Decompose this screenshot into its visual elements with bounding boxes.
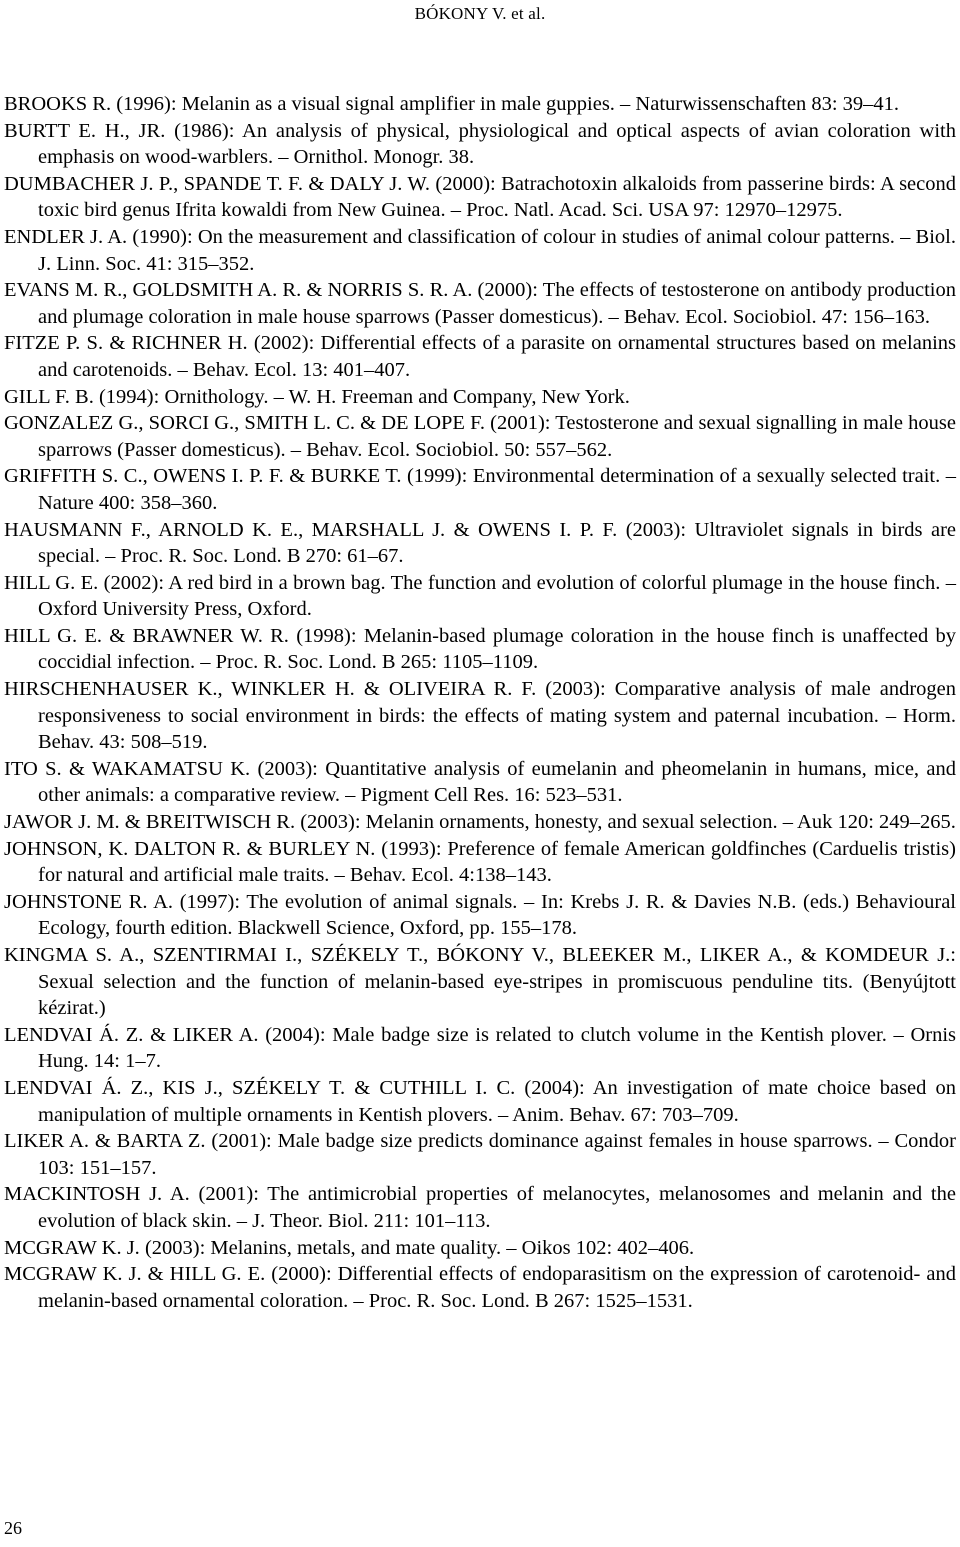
reference-entry	[4, 224, 956, 277]
reference-authors: LIKER A. & BARTA Z.	[4, 1130, 206, 1153]
reference-entry	[4, 384, 956, 411]
reference-details: (1993): Preference of female American goldfinches (Carduelis tristis) for natural and artificial male traits. – Behav. Ecol. 4:138–143.	[38, 837, 956, 887]
reference-details: (2001): The antimicrobial properties of melanocytes, melanosomes and melanin and the evolution of black skin. – J. Theor. Biol. 211: 101–113.	[38, 1183, 956, 1232]
reference-entry	[4, 836, 956, 889]
reference-entry	[4, 889, 956, 942]
reference-authors: JOHNSON, K. DALTON R. & BURLEY N.	[4, 837, 376, 860]
reference-details: (1996): Melanin as a visual signal amplifier in male guppies. – Naturwissenschaften 83: 39–41.	[111, 93, 900, 115]
reference-entry	[4, 410, 956, 463]
reference-authors: MCGRAW K. J. & HILL G. E.	[4, 1263, 266, 1286]
reference-details: (1994): Ornithology. – W. H. Freeman and Company, New York.	[93, 385, 630, 408]
reference-details: (2003): Ultraviolet signals in birds are special. – Proc. R. Soc. Lond. B 270: 61–67.	[38, 518, 956, 568]
reference-entry	[4, 330, 956, 383]
reference-details: (2004): Male badge size is related to clutch volume in the Kentish plover. – Ornis Hung. 14: 1–7.	[38, 1023, 956, 1073]
reference-authors: JOHNSTONE R. A.	[4, 890, 174, 913]
reference-authors: HIRSCHENHAUSER K., WINKLER H. & OLIVEIRA R. F.	[4, 678, 537, 701]
reference-authors: EVANS M. R., GOLDSMITH A. R. & NORRIS S. R. A.	[4, 279, 473, 302]
reference-entry	[4, 570, 956, 623]
reference-entry	[4, 171, 956, 224]
reference-details: (1986): An analysis of physical, physiological and optical aspects of avian coloration with emphasis on wood-warblers. – Ornithol. Monogr. 38.	[38, 119, 956, 169]
reference-authors: DUMBACHER J. P., SPANDE T. F. & DALY J. W.	[4, 172, 430, 195]
reference-entry	[4, 809, 956, 836]
page-number: 26	[4, 1518, 22, 1538]
reference-authors: HILL G. E. & BRAWNER W. R.	[4, 624, 289, 647]
reference-entry	[4, 277, 956, 330]
reference-authors: JAWOR J. M. & BREITWISCH R.	[4, 811, 296, 834]
reference-details: : Sexual selection and the function of melanin-based eye-stripes in promiscuous penduline tits. (Benyújtott kézirat.)	[38, 944, 956, 1020]
reference-authors: HILL G. E.	[4, 571, 99, 594]
reference-entry	[4, 942, 956, 1022]
reference-details: (2003): Melanins, metals, and mate quality. – Oikos 102: 402–406.	[139, 1236, 695, 1259]
reference-entry	[4, 1075, 956, 1128]
running-head: BÓKONY V. et al.	[414, 4, 546, 23]
reference-details: (2003): Quantitative analysis of eumelanin and pheomelanin in humans, mice, and other animals: a comparative review. – Pigment Cell Res. 16: 523–531.	[38, 757, 957, 807]
reference-entry	[4, 1022, 956, 1075]
reference-authors: ITO S. & WAKAMATSU K.	[4, 757, 251, 780]
reference-authors: LENDVAI Á. Z. & LIKER A.	[4, 1023, 259, 1046]
reference-details: (2002): A red bird in a brown bag. The function and evolution of colorful plumage in the house finch. – Oxford University Press, Oxford.	[38, 571, 956, 621]
reference-entry	[4, 1181, 956, 1234]
reference-details: (2003): Melanin ornaments, honesty, and sexual selection. – Auk 120: 249–265.	[295, 811, 956, 834]
reference-authors: GONZALEZ G., SORCI G., SMITH L. C. & DE LOPE F.	[4, 412, 485, 435]
reference-details: (1997): The evolution of animal signals. – In: Krebs J. R. & Davies N.B. (eds.) Behavioural Ecology, fourth edition. Blackwell Science, Oxford, pp. 155–178.	[38, 890, 956, 940]
reference-details: (2000): The effects of testosterone on antibody production and plumage coloration in male house sparrows (Passer domesticus). – Behav. Ecol. Sociobiol. 47: 156–163.	[38, 279, 956, 328]
reference-details: (2001): Testosterone and sexual signalling in male house sparrows (Passer domesticus). – Behav. Ecol. Sociobiol. 50: 557–562.	[38, 412, 956, 461]
reference-details: (2002): Differential effects of a parasite on ornamental structures based on melanins and carotenoids. – Behav. Ecol. 13: 401–407.	[38, 332, 956, 381]
reference-authors: LENDVAI Á. Z., KIS J., SZÉKELY T. & CUTHILL I. C.	[4, 1076, 516, 1099]
reference-details: (2003): Comparative analysis of male androgen responsiveness to social environment in birds: the effects of mating system and paternal incubation. – Horm. Behav. 43: 508–519.	[38, 678, 956, 754]
reference-entry	[4, 118, 956, 171]
reference-authors: MACKINTOSH J. A.	[4, 1183, 190, 1206]
reference-authors: KINGMA S. A., SZENTIRMAI I., SZÉKELY T., BÓKONY V., BLEEKER M., LIKER A., & KOMDEUR J.	[4, 944, 951, 966]
reference-details: (2000): Batrachotoxin alkaloids from passerine birds: A second toxic bird genus Ifrita kowaldi from New Guinea. – Proc. Natl. Acad. Sci. USA 97: 12970–12975.	[38, 172, 957, 222]
reference-entry	[4, 1261, 956, 1314]
reference-details: (2001): Male badge size predicts dominance against females in house sparrows. – Condor 103: 151–157.	[38, 1130, 956, 1179]
reference-details: (1990): On the measurement and classification of colour in studies of animal colour patterns. – Biol. J. Linn. Soc. 41: 315–352.	[38, 225, 956, 275]
reference-authors: HAUSMANN F., ARNOLD K. E., MARSHALL J. & OWENS I. P. F.	[4, 518, 618, 541]
reference-authors: ENDLER J. A.	[4, 225, 128, 248]
reference-details: (2004): An investigation of mate choice based on manipulation of multiple ornaments in Kentish plovers. – Anim. Behav. 67: 703–709.	[38, 1076, 957, 1126]
reference-entry	[4, 517, 956, 570]
reference-details: (1998): Melanin-based plumage coloration in the house finch is unaffected by coccidial infection. – Proc. R. Soc. Lond. B 265: 1105–1109.	[38, 624, 956, 674]
reference-entry	[4, 1128, 956, 1181]
reference-list	[4, 91, 956, 1314]
reference-entry	[4, 623, 956, 676]
reference-entry	[4, 91, 956, 118]
reference-authors: BROOKS R.	[4, 93, 112, 115]
reference-details: (1999): Environmental determination of a sexually selected trait. – Nature 400: 358–360.	[38, 465, 956, 514]
reference-authors: GRIFFITH S. C., OWENS I. P. F. & BURKE T.	[4, 465, 402, 488]
reference-authors: MCGRAW K. J.	[4, 1236, 140, 1259]
reference-entry	[4, 1235, 956, 1262]
reference-details: (2000): Differential effects of endoparasitism on the expression of carotenoid- and melanin-based ornamental coloration. – Proc. R. Soc. Lond. B 267: 1525–1531.	[38, 1263, 956, 1312]
reference-authors: BURTT E. H., JR.	[4, 119, 166, 142]
reference-entry	[4, 463, 956, 516]
reference-entry	[4, 676, 956, 756]
reference-authors: GILL F. B.	[4, 385, 94, 408]
reference-entry	[4, 756, 956, 809]
reference-authors: FITZE P. S. & RICHNER H.	[4, 332, 248, 355]
